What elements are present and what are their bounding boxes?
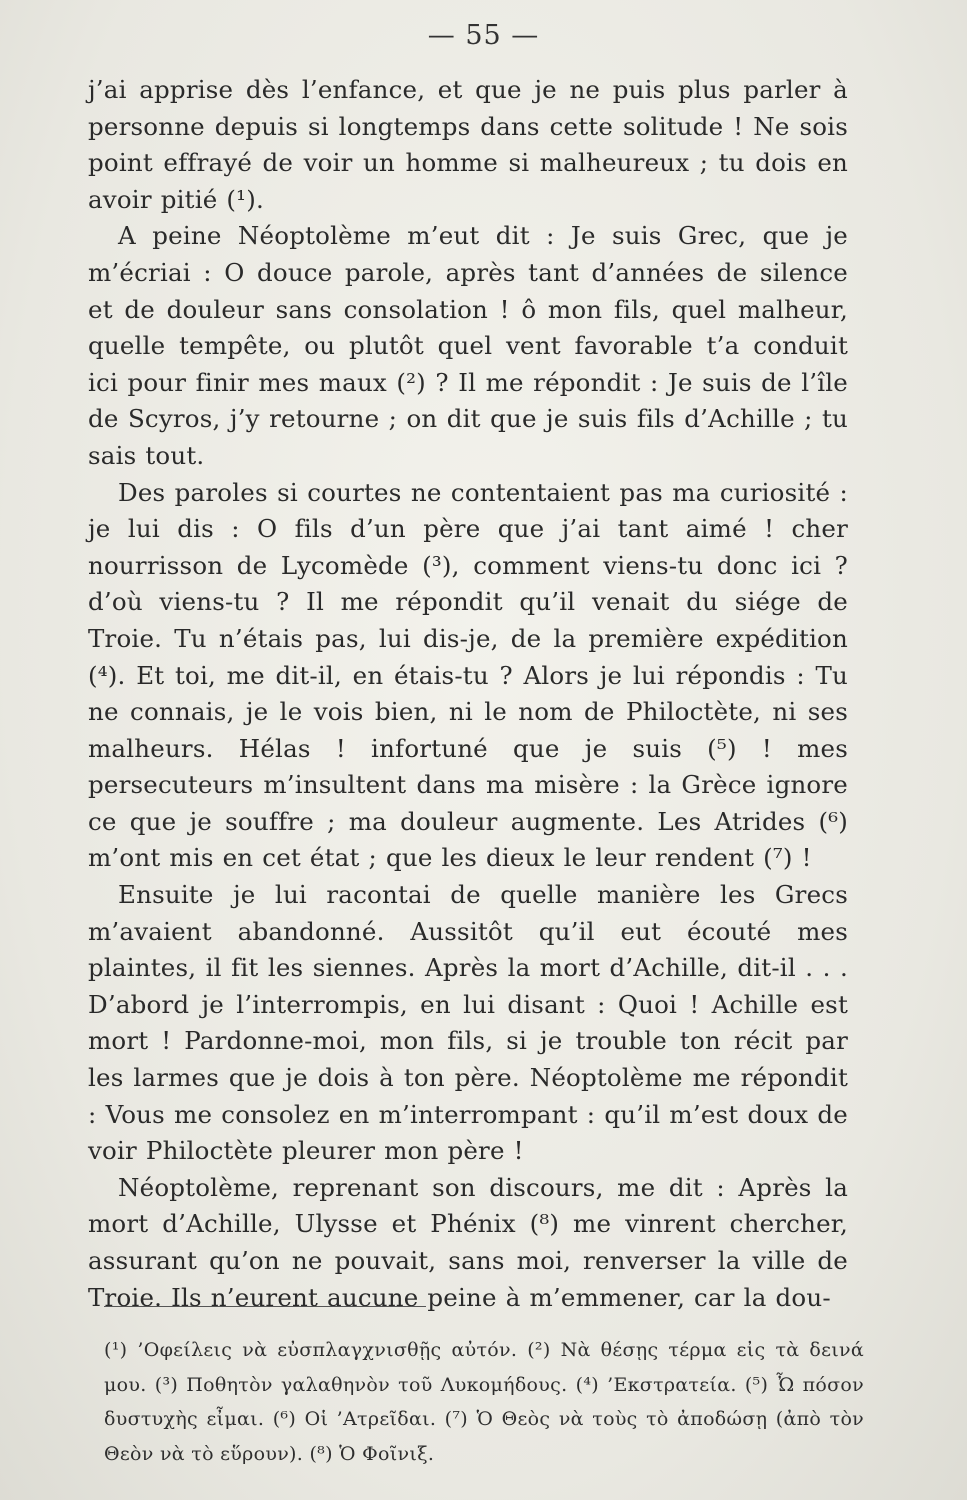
footnote-mark: (⁸) xyxy=(309,1442,333,1465)
footnote-divider xyxy=(104,1306,426,1307)
footnote-mark: (²) xyxy=(527,1339,551,1361)
footnote-text: ’Οφείλεις νὰ εὐσπλαγχνισθῇς αὐτόν. xyxy=(137,1339,518,1361)
paragraph: j’ai apprise dès l’enfance, et que je ne puis plus parler à personne depuis si longtemps dans cette solitude ! Ne sois point effrayé de voir un homme si malheureux ; tu dois en avoir pitié (¹). xyxy=(88,75,848,214)
paragraph: Ensuite je lui racontai de quelle manière les Grecs m’avaient abandonné. Aussitôt qu’il eut écouté mes plaintes, il fit les siennes. Après la mort d’Achille, dit-il . . . D’abord je l’interrompis, en lui disant : Quoi ! Achille est mort ! Pardonne-moi, mon fils, si je trouble ton récit par les larmes que je dois à ton père. Néoptolème me répondit : Vous me consolez en m’interrompant : qu’il m’est doux de voir Philoctète pleurer mon père ! xyxy=(88,880,848,1166)
footnote-mark: (⁴) xyxy=(575,1373,599,1396)
footnote-text: Ποθητὸν γαλαθηνὸν τοῦ Λυκομήδους. xyxy=(186,1373,568,1396)
footnotes xyxy=(104,1333,864,1471)
main-text xyxy=(88,72,848,1316)
footnote-text: Ὦ πόσον δυστυχὴς εἶμαι. xyxy=(104,1373,865,1430)
paragraph: A peine Néoptolème m’eut dit : Je suis Grec, que je m’écriai : O douce parole, après tant d’années de silence et de douleur sans consolation ! ô mon fils, quel malheur, quelle tempête, ou plutôt quel vent favorable t’a conduit ici pour finir mes maux (²) ? Il me répondit : Je suis de l’île de Scyros, j’y retourne ; on dit que je suis fils d’Achille ; tu sais tout. xyxy=(88,221,848,470)
footnote-mark: (³) xyxy=(154,1373,179,1396)
footnote-text: Ὁ Θεὸς νὰ τοὺς τὸ ἀποδώσῃ (ἀπὸ τὸν Θεὸν νὰ τὸ εὕρουν). xyxy=(104,1408,865,1465)
footnote-mark: (⁵) xyxy=(744,1373,769,1396)
footnote-text: Νὰ θέσῃς τέρμα εἰς τὰ δεινά μου. xyxy=(104,1339,865,1396)
footnote-text: Ὁ Φοῖνιξ. xyxy=(339,1442,435,1465)
footnote-text: Οἱ ’Ατρεῖδαι. xyxy=(304,1408,437,1430)
page-number: — 55 — xyxy=(427,20,540,51)
footnote-text: ’Εκστρατεία. xyxy=(607,1373,737,1396)
footnote-mark: (⁷) xyxy=(444,1408,469,1430)
footnote-mark: (⁶) xyxy=(272,1408,297,1430)
paragraph: Néoptolème, reprenant son discours, me dit : Après la mort d’Achille, Ulysse et Phénix (⁸) me vinrent chercher, assurant qu’on ne pouvait, sans moi, renverser la ville de Troie. Ils n’eurent aucune peine à m’emmener, car la dou- xyxy=(88,1172,848,1312)
paragraph: Des paroles si courtes ne contentaient pas ma curiosité : je lui dis : O fils d’un père que j’ai tant aimé ! cher nourrisson de Lycomède (³), comment viens-tu donc ici ? d’où viens-tu ? Il me répondit qu’il venait du siége de Troie. Tu n’étais pas, lui dis-je, de la première expédition (⁴). Et toi, me dit-il, en étais-tu ? Alors je lui répondis : Tu ne connais, je le vois bien, ni le nom de Philoctète, ni ses malheurs. Hélas ! infortuné que je suis (⁵) ! mes persecuteurs m’insultent dans ma misère : la Grèce ignore ce que je souffre ; ma douleur augmente. Les Atrides (⁶) m’ont mis en cet état ; que les dieux le leur rendent (⁷) ! xyxy=(88,477,848,873)
footnote-mark: (¹) xyxy=(104,1339,128,1361)
